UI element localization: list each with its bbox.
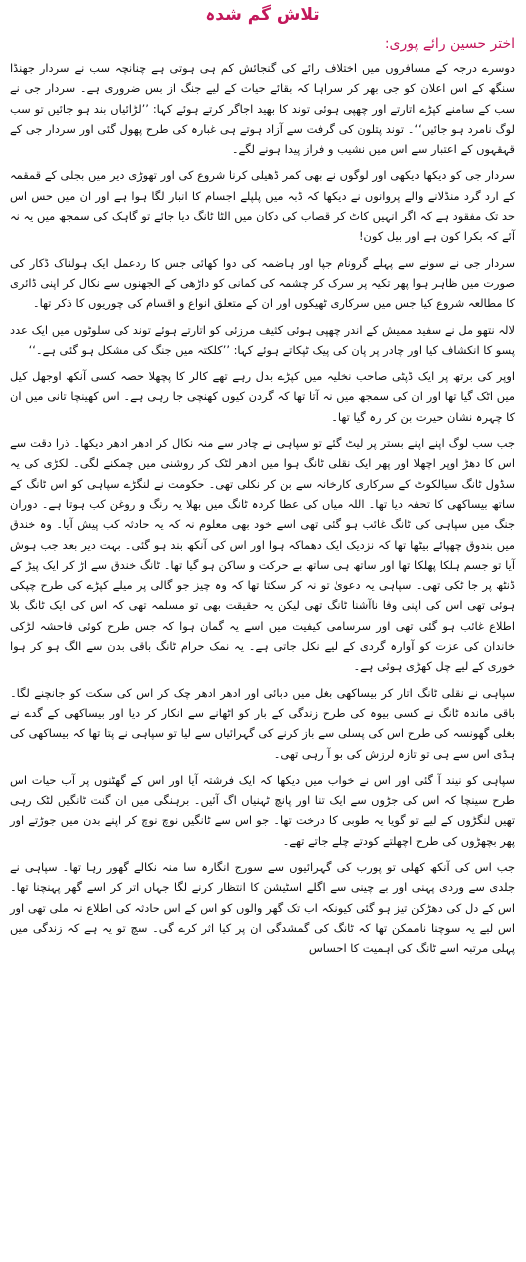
- paragraph: سپاہی کو نیند آ گئی اور اس نے خواب میں دیکھا کہ ایک فرشتہ آیا اور اس کے گھٹنوں پر آب حیات اس طرح سینچا کہ اس کی جڑوں سے ایک تنا اور پانچ ٹہنیاں اگ آئیں۔ برہنگی میں ان گنت ٹانگیں لٹک رہی تھیں لنگڑوں کے لیے تو گویا یہ طوبی کا درخت تھا۔ جو اس سے ٹانگیں نوچ نوچ کر اپنے بدن میں جوڑتے اور پھر بچھڑوں کی طرح اچھلتے کودتے چلے جاتے تھے۔: [10, 772, 515, 848]
- article-body: [10, 58, 515, 958]
- paragraph: اوپر کی برتھ پر ایک ڈپٹی صاحب نخلیہ میں کپڑے بدل رہے تھے کالر کا پچھلا حصہ کسی آنکھ اوجھل کیل میں اٹک گیا تھا اور ان کی سمجھ میں نہ آتا تھا کہ گردن کیوں کھنچی جا رہی ہے۔ اس کھینچا تانی میں ان کا چہرہ نشان حیرت بن کر رہ گیا تھا۔: [10, 369, 515, 424]
- author-name: اختر حسین رائے پوری:: [384, 36, 515, 52]
- article-title: تلاش گم شدہ: [205, 5, 320, 25]
- paragraph: جب سب لوگ اپنے اپنے بستر پر لیٹ گئے تو سپاہی نے چادر سے منہ نکال کر ادھر ادھر دیکھا۔ ذرا دقت سے اس کا دھڑ اوپر اچھلا اور پھر ایک نقلی ٹانگ ہوا میں ادھر لٹک کر روشنی میں چمکنے لگی۔ لکڑی کی یہ سڈول ٹانگ سیالکوٹ کے سرکاری کارخانہ سے بن کر نکلی تھی۔ حکومت نے لنگڑے سپاہی کو اس ٹانگ کے ساتھ بیساکھی کا تحفہ دیا تھا۔ اللہ میاں کی عطا کردہ ٹانگ میں بھلا یہ رنگ و روغن کب ہوتا ہے۔ دوران جنگ میں سپاہی کی ٹانگ غائب ہو گئی تھی اسے خود بھی معلوم نہ کہ یہ حادثہ کب پیش آیا۔ وہ خندق میں بندوق چھپائے بیٹھا تھا کہ نزدیک ایک دھماکہ ہوا اور اس کی آنکھ بند ہو گئی۔ بہت دیر بعد جب ہوش آیا تو جسم ہلکا پھلکا تھا اور ساتھ ہی ساتھ بے حرکت و ساکن ہو گیا تھا۔ ٹانگ خندق سے اڑ کر ایک پیڑ کے ڈنٹھ پر جا ٹکی تھی۔ سپاہی یہ دعویٰ تو نہ کر سکتا تھا کہ وہ چیز جو گالی پر میلے کپڑے کی طرح چپکی ہوئی تھی اس کی اپنی وفا ناآشنا ٹانگ تھی لیکن یہ حقیقت بھی تو مسلمہ تھی کہ اس کی ایک ٹانگ بلا اطلاع غائب ہو گئی تھی اور سرسامی کیفیت میں اسے یہ گمان ہوا کہ جس طرح کوئی فاحشہ لڑکی خاندان کی عزت کو آوارہ گردی کے لیے نکل جاتی ہے۔ یہ نمک حرام ٹانگ باقی بدن سے الگ ہو کر ہوا خوری کے لیے چل کھڑی ہوئی ہے۔: [10, 436, 515, 674]
- paragraph: دوسرے درجہ کے مسافروں میں اختلاف رائے کی گنجائش کم ہی ہوتی ہے چنانچہ سب نے سردار جھنڈا سنگھ کے اس اعلان کو جی بھر کر سراہا کہ بقائے حیات کے لیے جنگ از بس ضروری ہے۔ سردار جی نے سب کے سامنے کپڑے اتارتے اور چھپی ہوئی توند کا بھید اجاگر کرتے ہوئے کہا: ’’لڑائیاں بند ہو جائیں تو سب لوگ نامرد ہو جائیں‘‘۔ توند پتلون کی گرفت سے آزاد ہوتے ہی غبارہ کی طرح پھول گئی اور سردار جی کے قہقہوں کے اعتبار سے اس میں نشیب و فراز پیدا ہونے لگے۔: [10, 61, 515, 157]
- paragraph: سپاہی نے نقلی ٹانگ اتار کر بیساکھی بغل میں دبائی اور ادھر ادھر چک کر اس کی سکت کو جانچنے لگا۔ باقی ماندہ ٹانگ نے کسی بیوہ کی طرح زندگی کے بار کو اٹھانے سے انکار کر دیا اور بیساکھی کے گدے نے بغلی گھونسہ کی طرح اس کی پسلی سے باز کرنے کی گہرائیاں سے لیا تو سپاہی نے پتا تھا کہ بیساکھی کی ہڈی اس سے ہی تو تازہ لرزش کی بو آ رہی تھی۔: [10, 685, 515, 761]
- paragraph: سردار جی کو دیکھا دیکھی اور لوگوں نے بھی کمر ڈھیلی کرنا شروع کی اور تھوڑی دیر میں بجلی کے قمقمہ کے ارد گرد منڈلانے والے پروانوں نے دیکھا کہ ڈبہ میں پلپلے اجسام کا انبار لگا ہوا ہے اور ان میں حس اس حد تک مفقود ہے کہ اگر انہیں کاٹ کر قصاب کی دکان میں الٹا ٹانگ دیا جائے تو گاہک کی سمجھ میں یہ نہ آئے کہ بکرا کون ہے اور بیل کون!: [10, 168, 515, 244]
- paragraph: سردار جی نے سونے سے پہلے گرونام جپا اور ہاضمہ کی دوا کھائی جس کا ردعمل ایک ہولناک ڈکار کی صورت میں ظاہر ہوا پھر تکیہ پر سرک کر چشمہ کی کمانی کو داڑھی کے الجھنوں سے نکال کر اپنی ڈائری کا مطالعہ شروع کیا جس میں سرکاری ٹھیکوں اور ان کے متعلق انواع و اقسام کی چوریوں کا ذکر تھا۔: [10, 255, 515, 311]
- paragraph: جب اس کی آنکھ کھلی تو پورب کی گہرائیوں سے سورج انگارہ سا منہ نکالے گھور رہا تھا۔ سپاہی نے جلدی سے وردی پہنی اور بے چینی سے اگلے اسٹیشن کا انتظار کرنے لگا جہاں اتر کر اسے گھر پہنچنا تھا۔ اس کے دل کی دھڑکن تیز ہو گئی کیونکہ اب تک گھر والوں کو اس کے اس حادثہ کی اطلاع نہ ملی تھی اور اس لیے یہ سوچنا ناممکن تھا کہ ٹانگ کی گمشدگی ان پر کیا اثر کرے گی۔ سچ تو یہ ہے کہ زندگی میں پہلی مرتبہ اسے ٹانگ کی اہمیت کا احساس: [10, 859, 515, 956]
- paragraph: لالہ نتھو مل نے سفید ممیش کے اندر چھپی ہوئی کثیف مرزئی کو اتارتے ہوئے توند کی سلوٹوں میں ایک عدد پسو کا انکشاف کیا اور چادر پر پان کی پیک ٹپکاتے ہوئے کہا: ’’کلکتہ میں جنگ کی مشکل ہو گئی ہے۔‘‘: [10, 322, 515, 357]
